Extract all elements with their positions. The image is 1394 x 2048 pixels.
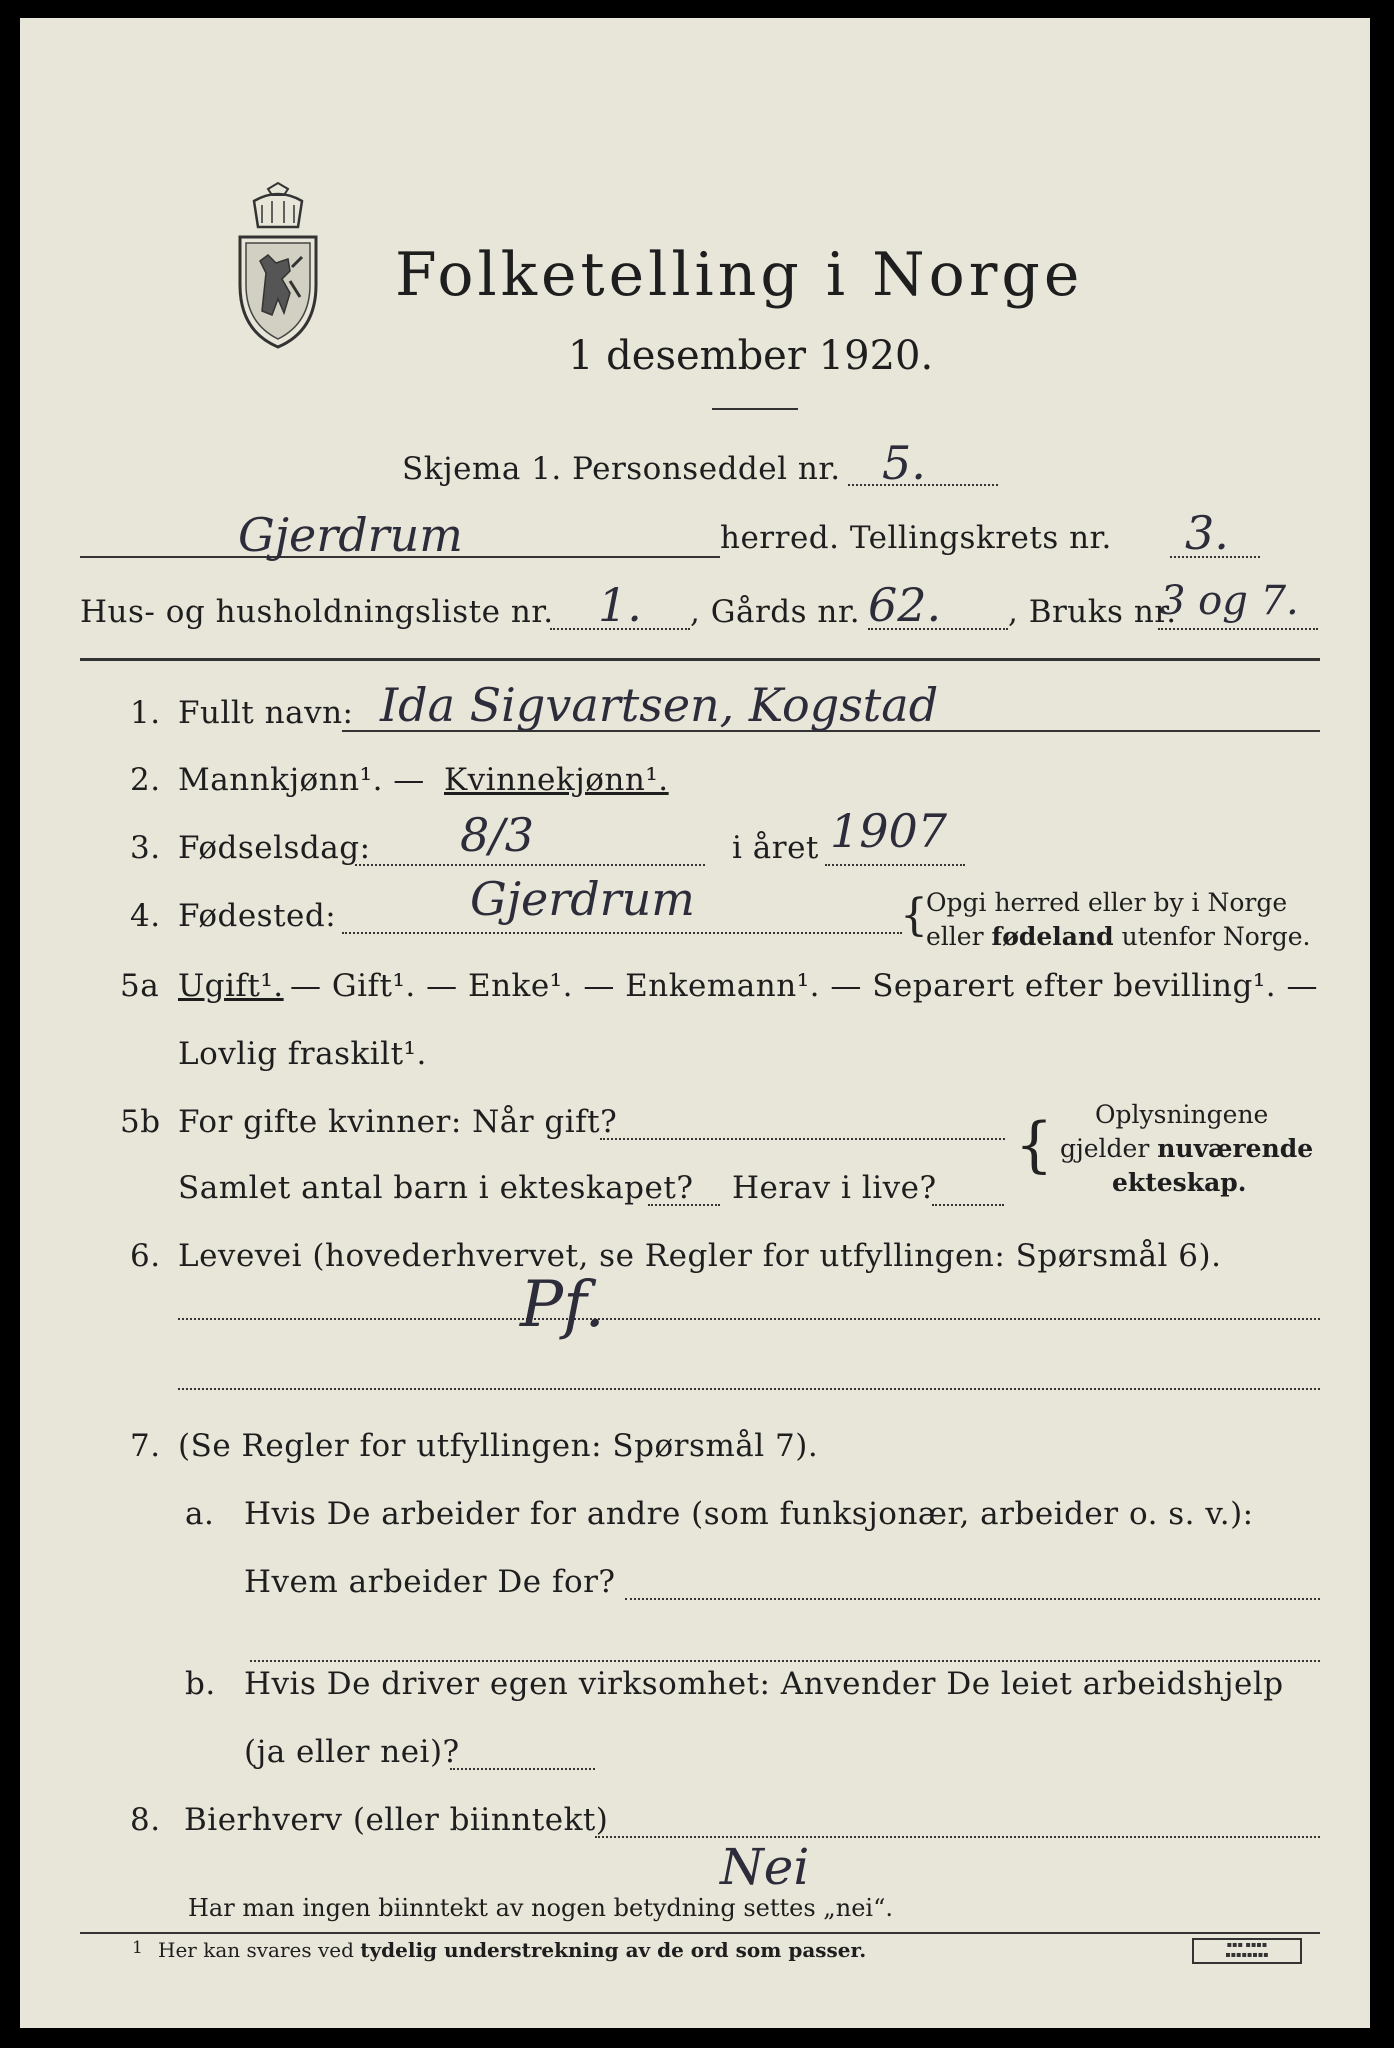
side-income-field-line	[595, 1836, 1320, 1838]
footnote-mark: 1	[132, 1938, 143, 1958]
q5b-note-line1: Oplysningene	[1095, 1100, 1269, 1129]
q6-number: 6.	[130, 1238, 161, 1274]
married-when-field-line	[600, 1138, 1005, 1140]
q7b-question: Hvis De driver egen virksomhet: Anvender De leiet arbeidshjelp	[244, 1666, 1284, 1702]
q4-note-text-end: utenfor Norge.	[1113, 922, 1311, 951]
footnote-text-plain: Her kan svares ved	[158, 1938, 361, 1962]
bruks-value: 3 og 7.	[1160, 578, 1299, 624]
herred-value: Gjerdrum	[238, 508, 463, 562]
q5b-brace: {	[1015, 1110, 1054, 1180]
q7a-employer-label: Hvem arbeider De for?	[244, 1564, 616, 1600]
q5b-children-count: Samlet antal barn i ekteskapet?	[178, 1170, 694, 1206]
footnote-separator	[80, 1932, 1320, 1934]
birthplace-value: Gjerdrum	[470, 872, 695, 926]
q7b-yes-no-label: (ja eller nei)?	[244, 1734, 460, 1770]
sex-female-option: Kvinnekjønn¹.	[444, 762, 669, 798]
occupation-field-line-1	[178, 1318, 1320, 1320]
bruks-label: , Bruks nr.	[1008, 594, 1177, 630]
q4-note-bold: fødeland	[991, 922, 1114, 951]
q7a-letter: a.	[185, 1496, 215, 1532]
q4-note-line2	[926, 922, 1310, 951]
q4-note-line1: Opgi herred eller by i Norge	[926, 888, 1288, 917]
personseddel-value: 5.	[882, 436, 926, 490]
q8-note: Har man ingen biinntekt av nogen betydning settes „nei“.	[188, 1894, 893, 1922]
birthdate-value: 8/3	[460, 808, 535, 862]
q4-number: 4.	[130, 898, 161, 934]
side-income-value: Nei	[720, 1838, 810, 1896]
q8-label: Bierhverv (eller biinntekt)	[184, 1802, 609, 1838]
q3-label: Fødselsdag:	[178, 830, 371, 866]
q4-note-text: eller	[926, 922, 992, 951]
q7a-question: Hvis De arbeider for andre (som funksjonær, arbeider o. s. v.):	[244, 1496, 1254, 1532]
children-count-field-line	[648, 1204, 720, 1206]
q5b-note-line3: ekteskap.	[1112, 1168, 1247, 1197]
footnote-text	[158, 1938, 866, 1962]
marital-ugift-option: Ugift¹.	[178, 968, 284, 1004]
employer-field-line-1	[625, 1598, 1320, 1600]
census-form	[20, 18, 1370, 2028]
q5a-number: 5a	[120, 968, 160, 1004]
employer-field-line-2	[250, 1660, 1320, 1662]
q7-number: 7.	[130, 1428, 161, 1464]
husliste-value: 1.	[598, 578, 642, 632]
q5b-married-when: For gifte kvinner: Når gift?	[178, 1104, 618, 1140]
hired-help-field-line	[450, 1768, 595, 1770]
q4-label: Fødested:	[178, 898, 337, 934]
husliste-label: Hus- og husholdningsliste nr.	[80, 594, 554, 630]
footnote-text-bold: tydelig understrekning av de ord som passer.	[360, 1938, 867, 1962]
birthyear-field-line	[825, 864, 965, 866]
skjema-label: Skjema 1. Personseddel nr.	[402, 451, 841, 487]
q5b-note-text: gjelder	[1060, 1134, 1158, 1163]
marital-fraskilt-option: Lovlig fraskilt¹.	[178, 1036, 427, 1072]
tellingskrets-value: 3.	[1185, 506, 1229, 560]
q7b-letter: b.	[185, 1666, 216, 1702]
occupation-value: Pf.	[520, 1268, 605, 1342]
q7-label: (Se Regler for utfyllingen: Spørsmål 7).	[178, 1428, 819, 1464]
birthplace-field-line	[342, 932, 902, 934]
marital-other-options: — Gift¹. — Enke¹. — Enkemann¹. — Separert efter bevilling¹. —	[290, 968, 1318, 1004]
birthyear-value: 1907	[830, 804, 948, 858]
q5b-note-line2	[1060, 1134, 1313, 1163]
full-name-value: Ida Sigvartsen, Kogstad	[380, 678, 939, 732]
q2-number: 2.	[130, 762, 161, 798]
herred-label: herred. Tellingskrets nr.	[720, 520, 1112, 556]
printer-stamp: ▪▪▪ ▪▪▪▪ ▪▪▪▪▪▪▪▪	[1192, 1938, 1302, 1964]
q5b-note-bold: nuværende	[1157, 1134, 1314, 1163]
form-title: Folketelling i Norge	[395, 240, 1084, 310]
q6-label: Levevei (hovederhvervet, se Regler for utfyllingen: Spørsmål 6).	[178, 1238, 1222, 1274]
year-label: i året	[732, 830, 819, 866]
birthdate-field-line	[355, 864, 705, 866]
q8-number: 8.	[130, 1802, 161, 1838]
coat-of-arms-icon	[232, 181, 324, 351]
q4-brace: {	[900, 890, 928, 941]
q5b-number: 5b	[120, 1104, 161, 1140]
gards-value: 62.	[868, 578, 942, 632]
occupation-field-line-2	[178, 1388, 1320, 1390]
bruks-field-line	[1158, 628, 1318, 630]
q1-label: Fullt navn:	[178, 695, 354, 731]
header-separator	[80, 658, 1320, 661]
q5b-alive-label: Herav i live?	[732, 1170, 937, 1206]
sex-male-option: Mannkjønn¹. —	[178, 762, 425, 798]
q3-number: 3.	[130, 830, 161, 866]
census-date: 1 desember 1920.	[568, 333, 934, 379]
children-alive-field-line	[932, 1204, 1004, 1206]
title-divider	[712, 408, 798, 410]
gards-label: , Gårds nr.	[690, 594, 861, 630]
q1-number: 1.	[130, 695, 161, 731]
